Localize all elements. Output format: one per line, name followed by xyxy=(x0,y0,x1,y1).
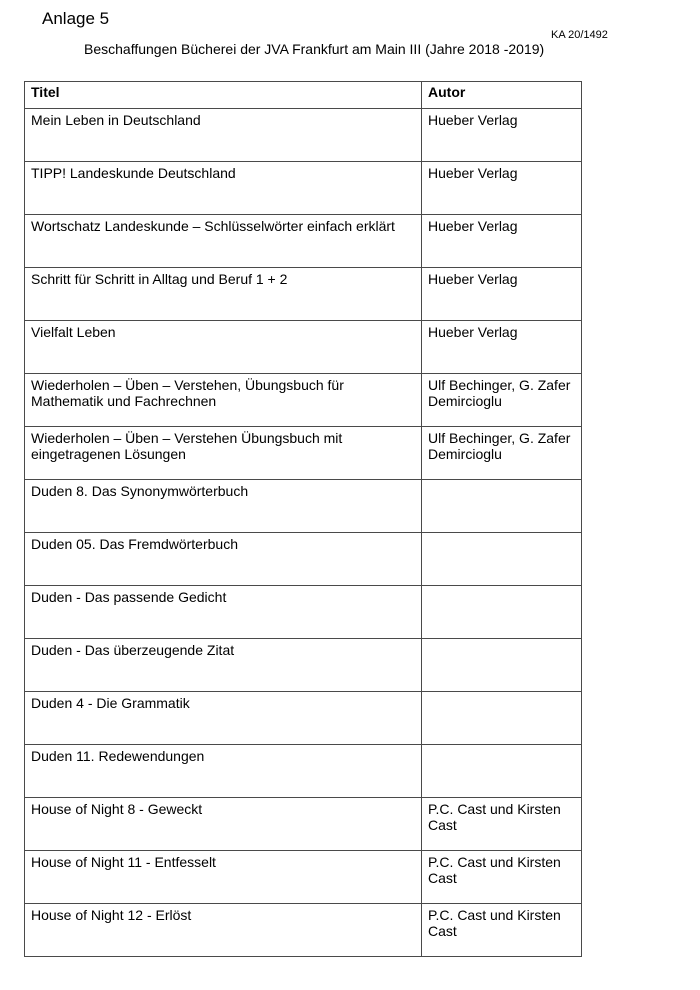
table-row xyxy=(25,586,582,639)
annex-label: Anlage 5 xyxy=(42,9,110,28)
books-table xyxy=(24,81,582,957)
table-row xyxy=(25,268,582,321)
cell-title: Mein Leben in Deutschland xyxy=(25,109,422,162)
cell-author xyxy=(422,639,582,692)
cell-title: Wiederholen – Üben – Verstehen, Übungsbuch für Mathematik und Fachrechnen xyxy=(25,374,422,427)
table-row xyxy=(25,427,582,480)
cell-author xyxy=(422,586,582,639)
table-row xyxy=(25,904,582,957)
cell-title: Duden 11. Redewendungen xyxy=(25,745,422,798)
cell-title: Vielfalt Leben xyxy=(25,321,422,374)
cell-author: Hueber Verlag xyxy=(422,109,582,162)
column-header-titel: Titel xyxy=(25,82,422,109)
cell-title: TIPP! Landeskunde Deutschland xyxy=(25,162,422,215)
cell-title: Schritt für Schritt in Alltag und Beruf 1 + 2 xyxy=(25,268,422,321)
table-row xyxy=(25,745,582,798)
cell-author xyxy=(422,533,582,586)
cell-title: Wortschatz Landeskunde – Schlüsselwörter einfach erklärt xyxy=(25,215,422,268)
cell-author: Hueber Verlag xyxy=(422,321,582,374)
cell-author xyxy=(422,480,582,533)
page-title: Beschaffungen Bücherei der JVA Frankfurt am Main III (Jahre 2018 -2019) xyxy=(84,41,545,57)
table-row xyxy=(25,692,582,745)
cell-title: House of Night 12 - Erlöst xyxy=(25,904,422,957)
cell-author: Hueber Verlag xyxy=(422,268,582,321)
table-row xyxy=(25,798,582,851)
cell-title: Duden - Das passende Gedicht xyxy=(25,586,422,639)
column-header-autor: Autor xyxy=(422,82,582,109)
cell-title: Duden 4 - Die Grammatik xyxy=(25,692,422,745)
cell-title: Duden - Das überzeugende Zitat xyxy=(25,639,422,692)
table-row xyxy=(25,480,582,533)
table-row xyxy=(25,639,582,692)
table-row xyxy=(25,533,582,586)
cell-author: P.C. Cast und Kirsten Cast xyxy=(422,798,582,851)
cell-title: House of Night 11 - Entfesselt xyxy=(25,851,422,904)
cell-author xyxy=(422,692,582,745)
cell-title: Duden 05. Das Fremdwörterbuch xyxy=(25,533,422,586)
table-row xyxy=(25,162,582,215)
cell-author: Hueber Verlag xyxy=(422,162,582,215)
table-row xyxy=(25,215,582,268)
cell-author: Hueber Verlag xyxy=(422,215,582,268)
cell-title: Wiederholen – Üben – Verstehen Übungsbuch mit eingetragenen Lösungen xyxy=(25,427,422,480)
cell-title: House of Night 8 - Geweckt xyxy=(25,798,422,851)
table-row xyxy=(25,321,582,374)
cell-author xyxy=(422,745,582,798)
cell-author: Ulf Bechinger, G. Zafer Demircioglu xyxy=(422,374,582,427)
table-row xyxy=(25,374,582,427)
cell-author: P.C. Cast und Kirsten Cast xyxy=(422,851,582,904)
reference-number: KA 20/1492 xyxy=(551,29,608,41)
table-row xyxy=(25,109,582,162)
cell-author: P.C. Cast und Kirsten Cast xyxy=(422,904,582,957)
cell-title: Duden 8. Das Synonymwörterbuch xyxy=(25,480,422,533)
table-header-row xyxy=(25,82,582,109)
cell-author: Ulf Bechinger, G. Zafer Demircioglu xyxy=(422,427,582,480)
table-row xyxy=(25,851,582,904)
